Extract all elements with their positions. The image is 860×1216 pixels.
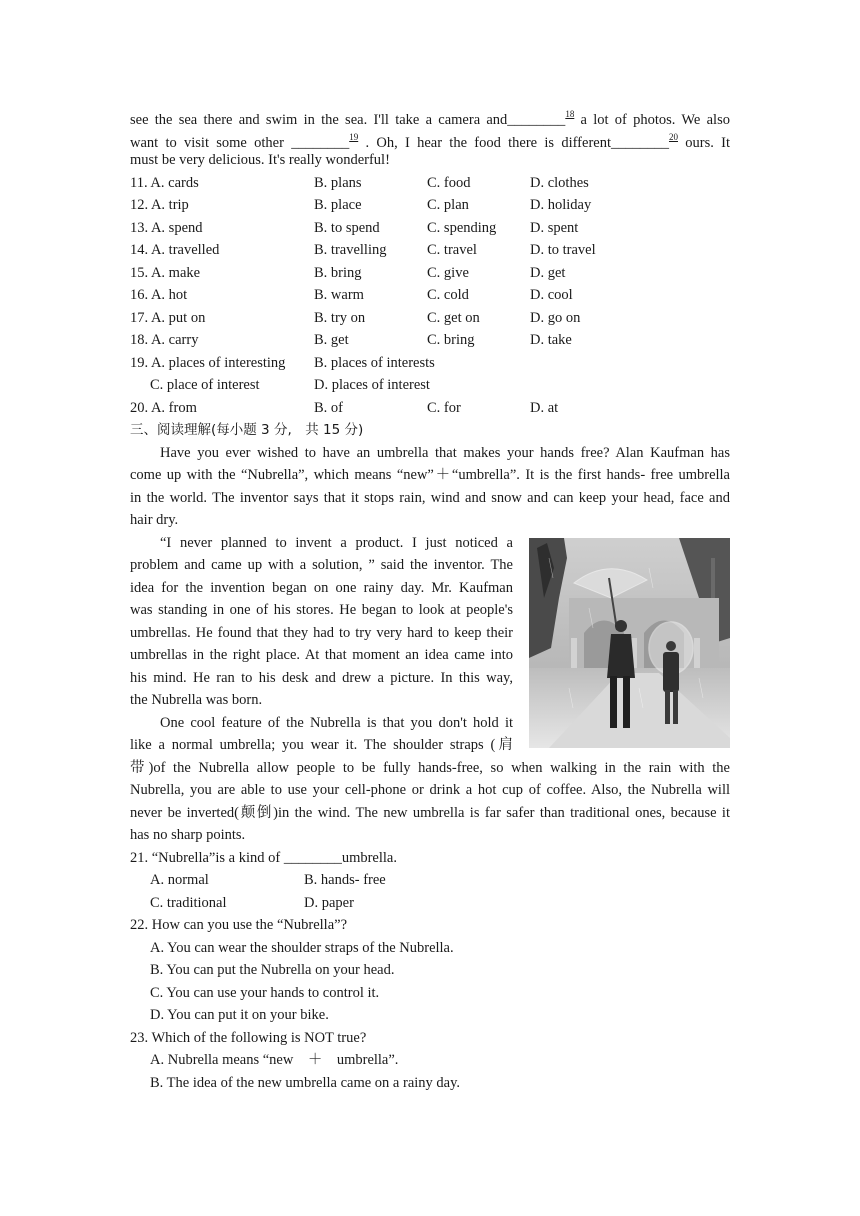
passage-line: come up with the “Nubrella”, which means “new”＋“umbrella”. It is the first hands- free umbrella <box>130 467 730 483</box>
question-22: 22. How can you use the “Nubrella”? <box>130 917 348 933</box>
blank-number: 19 <box>349 131 359 142</box>
option-row: C. place of interest D. places of interest <box>150 377 430 393</box>
blank-number: 18 <box>565 109 575 119</box>
passage-line: never be inverted(颠倒)in the wind. The new umbrella is far safer than traditional ones, because it <box>130 804 730 821</box>
option-row: 19. A. places of interesting B. places of interests <box>130 354 435 371</box>
option-row: 20. A. from B. of C. for D. at <box>130 399 559 416</box>
exam-page <box>130 104 730 1094</box>
passage-line: hair dry. <box>130 512 179 528</box>
answer-option: B. You can put the Nubrella on your head. <box>150 962 395 978</box>
nubrella-photo <box>529 538 730 748</box>
passage-line: umbrellas. He found that they had to try very hard to keep their <box>130 624 513 641</box>
question-options: C. traditional D. paper <box>150 894 354 911</box>
passage-line: “I never planned to invent a product. I just noticed a <box>160 534 513 551</box>
option-row: 13. A. spend B. to spend C. spending D. spent <box>130 219 579 236</box>
option-row: 12. A. trip B. place C. plan D. holiday <box>130 197 592 213</box>
option-row: 11. A. cards B. plans C. food D. clothes <box>130 174 589 191</box>
cloze-line-3: must be very delicious. It's really wonderful! <box>130 152 390 168</box>
questions <box>130 847 730 1095</box>
option-row: 16. A. hot B. warm C. cold D. cool <box>130 287 573 303</box>
option-row: 17. A. put on B. try on C. get on D. go on <box>130 309 581 326</box>
option-row: 15. A. make B. bring C. give D. get <box>130 264 566 281</box>
passage-line: Nubrella, you are able to use your cell-phone or drink a hot cup of coffee. Also, the Nubrella will <box>130 782 730 798</box>
blank-number: 20 <box>668 131 678 142</box>
passage-line: his mind. He ran to his desk and drew a picture. In this way, <box>130 669 513 686</box>
passage-line: Have you ever wished to have an umbrella that makes your hands free? Alan Kaufman has <box>160 444 730 461</box>
nubrella-photo-illustration <box>529 538 730 748</box>
passage-line: One cool feature of the Nubrella is that you don't hold it <box>160 714 513 731</box>
answer-option: B. The idea of the new umbrella came on a rainy day. <box>150 1074 461 1091</box>
answer-option: D. You can put it on your bike. <box>150 1007 329 1023</box>
section-title: 三、阅读理解(每小题 3 分, 共 15 分) <box>130 422 364 438</box>
passage-line: in the world. The inventor says that it stops rain, wind and snow and can keep your head, face and <box>130 489 730 506</box>
answer-option: A. You can wear the shoulder straps of the Nubrella. <box>150 939 454 956</box>
answer-option: C. You can use your hands to control it. <box>150 984 380 1001</box>
question-21: 21. “Nubrella”is a kind of ________umbrella. <box>130 849 397 866</box>
question-options: A. normal B. hands- free <box>150 872 386 888</box>
question-23: 23. Which of the following is NOT true? <box>130 1029 367 1046</box>
answer-option: A. Nubrella means “new ＋ umbrella”. <box>150 1052 399 1068</box>
passage-line: 带)of the Nubrella allow people to be fully hands-free, so when walking in the rain with the <box>130 759 730 776</box>
passage-line: umbrellas in the right place. At that moment an idea came into <box>130 647 513 663</box>
passage-line: idea for the invention began on one rainy day. Mr. Kaufman <box>130 579 513 596</box>
cloze-line-2: want to visit some other ________$^{19}$ . Oh, I hear the food there is different________$^{20}$ ours. It <box>130 131 730 151</box>
passage-line: like a normal umbrella; you wear it. The shoulder straps (肩 <box>130 737 513 753</box>
option-row: 18. A. carry B. get C. bring D. take <box>130 332 572 348</box>
cloze-line-1: see the sea there and swim in the sea. I'll take a camera and________$^{18}$ a lot of photos. We also <box>130 109 730 128</box>
passage-line: was standing in one of his stores. He began to look at people's <box>130 602 513 618</box>
cloze-options <box>130 172 730 420</box>
passage-line: problem and came up with a solution, ” said the inventor. The <box>130 557 513 573</box>
passage-line: the Nubrella was born. <box>130 692 263 708</box>
option-row: 14. A. travelled B. travelling C. travel D. to travel <box>130 242 596 258</box>
passage-line: has no sharp points. <box>130 827 246 843</box>
